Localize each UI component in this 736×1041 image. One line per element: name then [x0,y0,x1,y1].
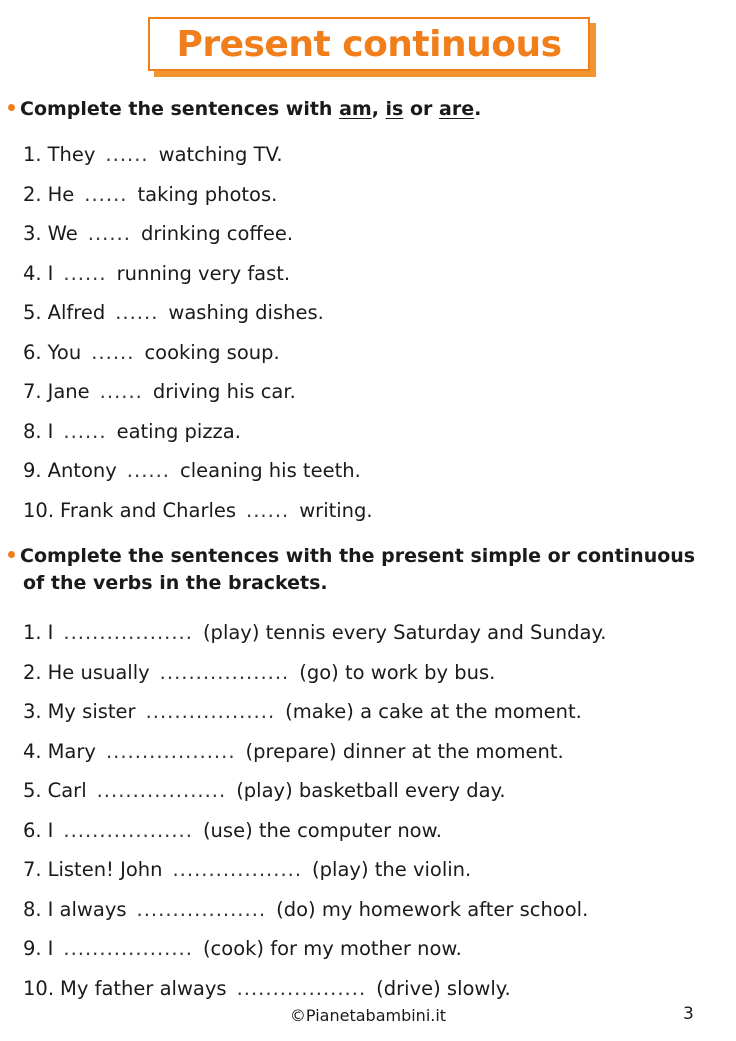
answer-blank[interactable]: ...... [91,340,135,364]
item-number: 10. [23,498,55,522]
exercise-item [23,451,373,491]
item-number: 1. [23,143,42,167]
item-number: 5. [23,301,42,325]
title-box [148,17,590,71]
answer-blank[interactable]: .................. [159,660,290,684]
item-rest: eating pizza. [116,419,241,443]
item-subject: We [47,222,78,246]
item-subject: I [47,261,54,285]
item-number: 7. [23,858,42,882]
copyright-footer: ©Pianetabambini.it [289,1006,447,1025]
exercise-item [23,929,606,969]
item-number: 9. [23,459,42,483]
instruction-line1: Complete the sentences with the present simple or continuous [20,545,696,567]
instruction-line2: of the verbs in the brackets. [23,572,328,594]
item-number: 8. [23,419,42,443]
exercise-item [23,135,373,175]
answer-blank[interactable]: ...... [115,301,159,325]
item-subject: Alfred [47,301,106,325]
section1-instruction [8,96,481,123]
item-number: 2. [23,182,42,206]
answer-blank[interactable]: ...... [63,419,107,443]
item-subject: They [47,143,96,167]
answer-blank[interactable]: .................. [172,858,303,882]
exercise-item [23,811,606,851]
answer-blank[interactable]: ...... [87,222,131,246]
item-rest: writing. [299,498,373,522]
item-number: 10. [23,976,55,1000]
answer-blank[interactable]: ...... [126,459,170,483]
answer-blank[interactable]: ...... [105,143,149,167]
exercise-item [23,412,373,452]
item-rest: taking photos. [137,182,278,206]
answer-blank[interactable]: ...... [246,498,290,522]
item-number: 3. [23,700,42,724]
item-rest: cooking soup. [144,340,280,364]
option-is: is [385,98,404,120]
page-title: Present continuous [176,23,562,65]
title-banner [148,17,596,77]
bullet-icon [8,104,15,111]
item-subject: I [47,419,54,443]
item-subject: I [47,818,54,842]
item-subject: You [47,340,82,364]
item-subject: I [47,621,54,645]
item-rest: running very fast. [116,261,291,285]
item-rest: (use) the computer now. [202,818,442,842]
item-rest: (go) to work by bus. [299,660,496,684]
instruction-suffix: . [474,98,482,120]
item-rest: (play) basketball every day. [236,779,506,803]
item-rest: (play) the violin. [312,858,472,882]
exercise-item [23,850,606,890]
item-subject: Jane [47,380,90,404]
exercise2-list [23,613,606,1008]
item-number: 3. [23,222,42,246]
page-number: 3 [683,1004,694,1024]
exercise-item [23,175,373,215]
instruction-text: Complete the sentences with [20,98,340,120]
exercise-item [23,969,606,1009]
item-number: 6. [23,818,42,842]
answer-blank[interactable]: ...... [63,261,107,285]
exercise-item [23,254,373,294]
answer-blank[interactable]: ...... [84,182,128,206]
item-subject: Carl [47,779,87,803]
item-subject: Listen! John [47,858,163,882]
item-rest: (cook) for my mother now. [202,937,462,961]
item-subject: My sister [47,700,136,724]
separator: or [403,98,440,120]
item-subject: My father always [60,976,227,1000]
item-number: 4. [23,739,42,763]
item-rest: (prepare) dinner at the moment. [245,739,564,763]
answer-blank[interactable]: .................. [63,621,193,645]
separator: , [371,98,386,120]
item-rest: cleaning his teeth. [180,459,361,483]
bullet-icon [8,551,15,558]
item-number: 5. [23,779,42,803]
item-rest: (do) my homework after school. [276,897,589,921]
item-rest: drinking coffee. [140,222,294,246]
item-subject: I [47,937,54,961]
item-subject: I always [47,897,127,921]
answer-blank[interactable]: .................. [236,976,367,1000]
answer-blank[interactable]: .................. [136,897,267,921]
item-number: 7. [23,380,42,404]
item-subject: He [47,182,75,206]
item-subject: Mary [47,739,96,763]
answer-blank[interactable]: .................. [96,779,227,803]
item-number: 1. [23,621,42,645]
item-rest: driving his car. [152,380,296,404]
item-subject: Antony [47,459,117,483]
exercise-item [23,372,373,412]
option-am: am [339,98,372,120]
answer-blank[interactable]: .................. [63,818,193,842]
answer-blank[interactable]: .................. [63,937,193,961]
exercise-item [23,692,606,732]
exercise-item [23,214,373,254]
item-number: 9. [23,937,42,961]
exercise-item [23,613,606,653]
item-subject: He usually [47,660,150,684]
item-rest: (play) tennis every Saturday and Sunday. [202,621,607,645]
option-are: are [439,98,475,120]
item-number: 2. [23,660,42,684]
exercise1-list [23,135,373,530]
exercise-item [23,293,373,333]
item-rest: watching TV. [158,143,283,167]
section2-instruction [8,543,695,597]
item-number: 4. [23,261,42,285]
exercise-item [23,732,606,772]
item-rest: (drive) slowly. [376,976,511,1000]
item-rest: washing dishes. [168,301,324,325]
item-rest: (make) a cake at the moment. [285,700,582,724]
item-subject: Frank and Charles [60,498,237,522]
exercise-item [23,771,606,811]
exercise-item [23,333,373,373]
exercise-item [23,890,606,930]
exercise-item [23,653,606,693]
exercise-item [23,491,373,531]
answer-blank[interactable]: .................. [145,700,276,724]
answer-blank[interactable]: .................. [105,739,236,763]
item-number: 6. [23,340,42,364]
answer-blank[interactable]: ...... [99,380,143,404]
item-number: 8. [23,897,42,921]
